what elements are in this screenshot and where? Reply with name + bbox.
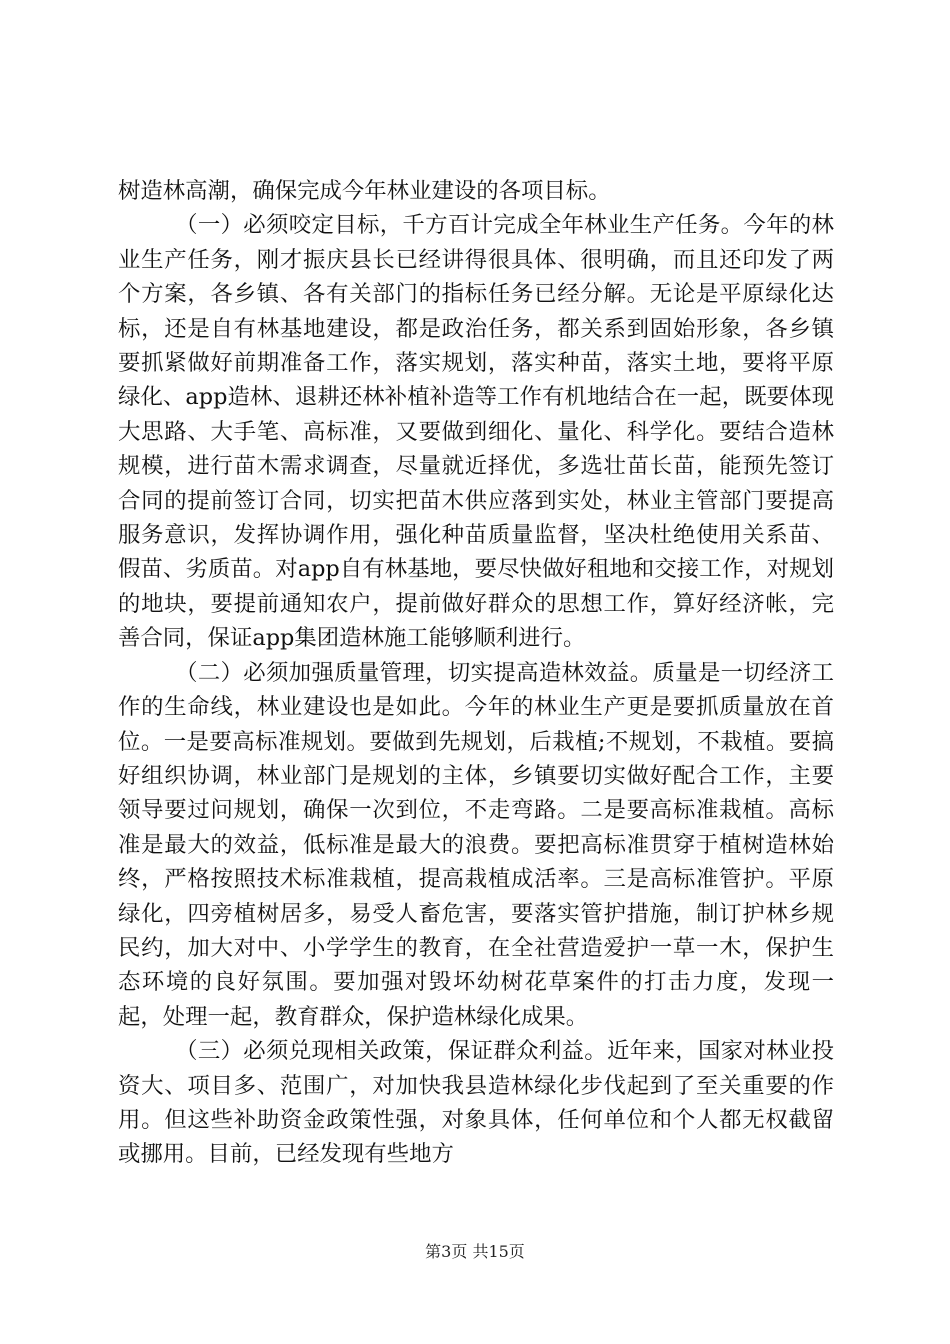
paragraph-section-1: （一）必须咬定目标，千方百计完成全年林业生产任务。今年的林业生产任务，刚才振庆县长已经讲得很具体、很明确，而且还印发了两个方案，各乡镇、各有关部门的指标任务已经分解。无论是平原绿化达标，还是自有林基地建设，都是政治任务，都关系到固始形象，各乡镇要抓紧做好前期准备工作，落实规划，落实种苗，落实土地，要将平原绿化、app造林、退耕还林补植补造等工作有机地结合在一起，既要体现大思路、大手笔、高标准，又要做到细化、量化、科学化。要结合造林规模，进行苗木需求调查，尽量就近择优，多选壮苗长苗，能预先签订合同的提前签订合同，切实把苗木供应落到实处，林业主管部门要提高服务意识，发挥协调作用，强化种苗质量监督，坚决杜绝使用关系苗、假苗、劣质苗。对app自有林基地，要尽快做好租地和交接工作，对规划的地块，要提前通知农户，提前做好群众的思想工作，算好经济帐，完善合同，保证app集团造林施工能够顺利进行。 — [118, 212, 834, 652]
paragraph-section-3: （三）必须兑现相关政策，保证群众利益。近年来，国家对林业投资大、项目多、范围广，对加快我县造林绿化步伐起到了至关重要的作用。但这些补助资金政策性强，对象具体，任何单位和个人都无权截留或挪用。目前，已经发现有些地方 — [118, 1038, 834, 1168]
document-body — [118, 174, 834, 1172]
page-number-footer: 第3页 共15页 — [425, 1242, 525, 1261]
paragraph-continuation: 树造林高潮，确保完成今年林业建设的各项目标。 — [118, 178, 611, 204]
paragraph-section-2: （二）必须加强质量管理，切实提高造林效益。质量是一切经济工作的生命线，林业建设也是如此。今年的林业生产更是要抓质量放在首位。一是要高标准规划。要做到先规划，后栽植;不规划，不栽植。要搞好组织协调，林业部门是规划的主体，乡镇要切实做好配合工作，主要领导要过问规划，确保一次到位，不走弯路。二是要高标准栽植。高标准是最大的效益，低标准是最大的浪费。要把高标准贯穿于植树造林始终，严格按照技术标准栽植，提高栽植成活率。三是高标准管护。平原绿化，四旁植树居多，易受人畜危害，要落实管护措施，制订护林乡规民约，加大对中、小学学生的教育，在全社营造爱护一草一木，保护生态环境的良好氛围。要加强对毁坏幼树花草案件的打击力度，发现一起，处理一起，教育群众，保护造林绿化成果。 — [118, 659, 834, 1030]
